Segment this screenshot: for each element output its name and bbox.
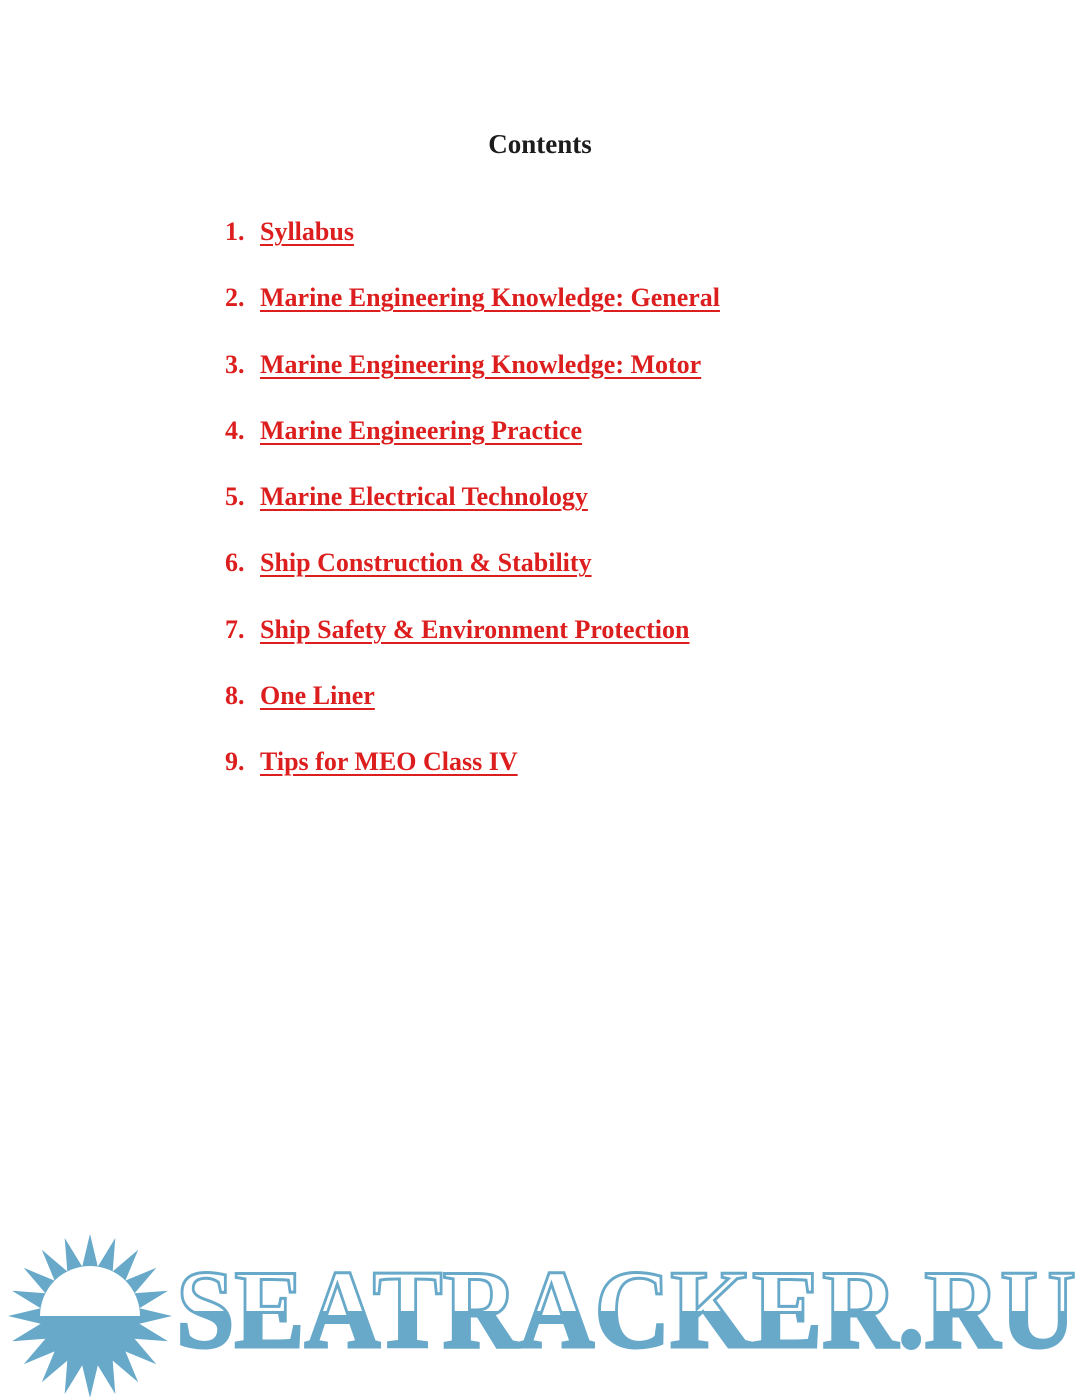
table-of-contents bbox=[225, 217, 720, 814]
toc-item bbox=[225, 482, 720, 512]
toc-item-number: 9. bbox=[225, 747, 245, 777]
toc-item-number: 1. bbox=[225, 217, 245, 246]
toc-item-number: 7. bbox=[225, 614, 245, 644]
toc-link-syllabus[interactable]: Syllabus bbox=[260, 217, 354, 246]
toc-item bbox=[225, 681, 720, 711]
toc-item bbox=[225, 747, 720, 777]
toc-link-me-practice[interactable]: Marine Engineering Practice bbox=[260, 415, 583, 445]
toc-link-tips-meo-class-iv[interactable]: Tips for MEO Class IV bbox=[260, 747, 518, 777]
toc-item-number: 2. bbox=[225, 283, 245, 313]
toc-link-one-liner[interactable]: One Liner bbox=[260, 681, 375, 711]
toc-item-number: 4. bbox=[225, 415, 245, 445]
toc-item-number: 5. bbox=[225, 482, 245, 512]
toc-item bbox=[225, 416, 720, 446]
toc-link-electrical-technology[interactable]: Marine Electrical Technology bbox=[260, 482, 588, 512]
watermark-text: SEATRACKER.RU bbox=[176, 1248, 1076, 1372]
toc-link-mek-general[interactable]: Marine Engineering Knowledge: General bbox=[260, 283, 721, 313]
toc-item bbox=[225, 350, 720, 380]
watermark-logo bbox=[0, 1231, 1080, 1397]
toc-link-mek-motor[interactable]: Marine Engineering Knowledge: Motor bbox=[260, 349, 702, 379]
toc-item-number: 6. bbox=[225, 548, 245, 578]
toc-link-ship-safety-environment[interactable]: Ship Safety & Environment Protection bbox=[260, 614, 690, 644]
toc-item bbox=[225, 548, 720, 578]
toc-link-ship-construction-stability[interactable]: Ship Construction & Stability bbox=[260, 548, 592, 578]
toc-item-number: 3. bbox=[225, 349, 245, 379]
toc-item bbox=[225, 615, 720, 645]
toc-item bbox=[225, 217, 720, 247]
toc-item bbox=[225, 283, 720, 313]
toc-item-number: 8. bbox=[225, 681, 245, 711]
page-title: Contents bbox=[488, 129, 592, 159]
sun-icon bbox=[8, 1234, 172, 1397]
